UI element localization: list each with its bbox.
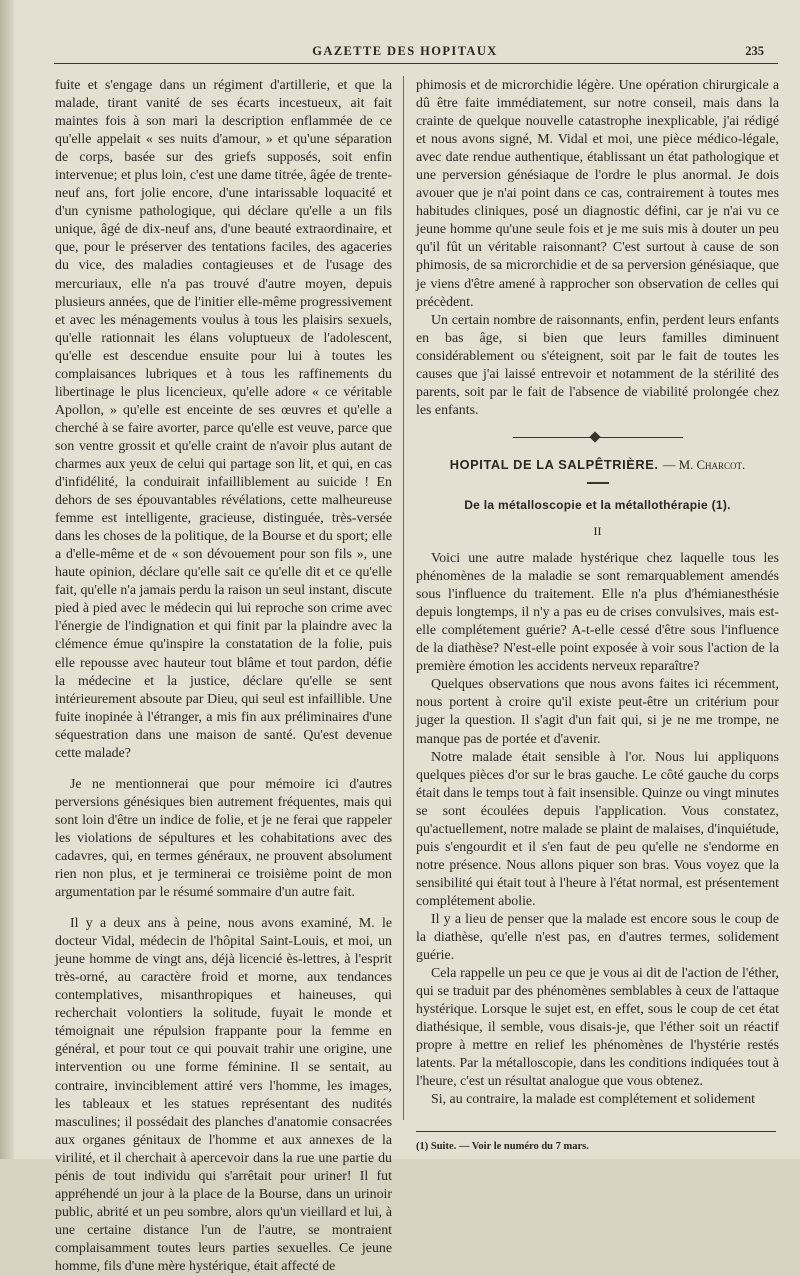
paragraph: phimosis et de microrchidie légère. Une opération chirurgicale a dû être faite immédiatement, sur notre conseil, mais dans la crainte de quelque nouvelle catastrophe inexplicable, j'ai rédigé et nous avons signé, M. Vidal et moi, une pièce médico-légale, avec date rendue authentique, établissant un état pathologique et une perversion génésiaque de l'ordre le plus anormal. Je dois avouer que je n'ai point dans ce cas, contrairement à toutes mes habitudes cliniques, posé un diagnostic défini, car je n'ai vu ce jeune homme qu'une seule fois et je me suis mis à douter un peu qu'il fût un véritable raisonnant? C'est surtout à cause de son phimosis, de sa microrchidie et de sa perversion génésiaque, que je viens d'être amené à rapprocher son observation de celles qui précèdent. xyxy=(416,78,779,310)
paragraph: Notre malade était sensible à l'or. Nous lui appliquons quelques pièces d'or sur le bras gauche. Le côté gauche du corps était dans le temps tout à fait insensible. Quinze ou vingt minutes se sont écoulées depuis l'application. Vous constatez, qu'actuellement, notre malade se plaint de malaises, d'inquiétude, puis s'engourdit et il s'en faut de peu qu'elle ne s'endorme en notre présence. Nous allons piquer son bras. Vous voyez que la sensibilité qui était tout à l'heure à l'état normal, est présentement complétement abolie. xyxy=(416,749,779,909)
section-title: HOPITAL DE LA SALPÊTRIÈRE. xyxy=(449,456,659,472)
page-header xyxy=(40,44,770,64)
journal-title: GAZETTE DES HOPITAUX xyxy=(312,44,498,58)
diamond-ornament-icon xyxy=(589,431,600,442)
right-column xyxy=(416,77,779,1109)
paragraph: Il y a lieu de penser que la malade est encore sous le coup de la diathèse, qu'elle n'est pas, en d'autres termes, solidement guérie. xyxy=(416,911,779,964)
section-heading xyxy=(416,456,779,474)
paragraph: Un certain nombre de raisonnants, enfin, perdent leurs enfants en bas âge, si bien que leurs familles diminuent considérablement ou s'éteignent, soit par le fait de toutes les causes que j'ai laissé entrevoir et notamment de la stérilité des parents, soit par le fait de l'absence de viabilité prolongée chez les enfants. xyxy=(416,312,779,418)
paragraph: Cela rappelle un peu ce que je vous ai dit de l'action de l'éther, qui se traduit par des phénomènes semblables à ceux de l'attaque hystérique. Lorsque le sujet est, en effet, sous le coup de cet état diathésique, il semble, vous disais-je, que l'éther soit un réactif propre à mettre en relief les phénomènes de l'hystérie restés latents. Par la métalloscopie, dans les conditions indiquées tout à l'heure, c'est un résultat analogue que vous obtenez. xyxy=(416,966,779,1090)
part-number: II xyxy=(593,523,602,538)
footnote: (1) Suite. — Voir le numéro du 7 mars. xyxy=(416,1141,589,1152)
footnote-rule xyxy=(416,1131,776,1132)
header-rule xyxy=(54,63,778,64)
paragraph: Voici une autre malade hystérique chez laquelle tous les phénomènes de la maladie se sont remarquablement amendés sous l'influence du traitement. Elle n'a plus d'hémianesthésie depuis longtemps, il n'y a pas eu de crises convulsives, mais est-elle complétement guérie? A-t-elle cessé d'être sous l'influence de la diathèse? N'est-elle point exposée à voir sous l'action de la première émotion les accidents nerveux reparaître? xyxy=(416,551,779,675)
heading-rule xyxy=(587,482,609,484)
paragraph: Je ne mentionnerai que pour mémoire ici d'autres perversions génésiques bien autrement fréquentes, mais qui sont loin d'être un indice de folie, et je ne ferai que rappeler les violations de sépultures et les cohabitations avec des cadavres, qui, en termes généraux, ne prouvent absolument rien non plus, et je terminerai ce troisième point de mon argumentation par le résumé sommaire d'un autre fait. xyxy=(55,776,392,901)
paragraph: Il y a deux ans à peine, nous avons examiné, M. le docteur Vidal, médecin de l'hôpital Saint-Louis, et moi, un jeune homme de vingt ans, déjà licencié ès-lettres, à l'esprit très-orné, au caractère froid et morne, aux tendances contemplatives, misanthropiques et haineuses, qui recherchait volontiers la solitude, fuyait le monde et témoignait une répulsion frappante pour la femme en général, et pour tout ce qui pouvait trahir une origine, une intervention ou une forme féminine. Il se sentait, au contraire, invinciblement attiré vers l'homme, les images, les tableaux et les statues représentant des nudités masculines; il possédait des planches d'anatomie consacrées aux organes génitaux de l'homme et aux annexes de la virilité, et il cherchait à apercevoir dans la rue une partie du pénis de tout individu qui s'arrêtait pour uriner! Il fut appréhendé un jour à la place de la Bourse, dans un urinoir public, abrité et un peu sombre, alors qu'un vieillard et lui, à une certaine distance l'un de l'autre, se montraient complaisamment toutes leurs parties sexuelles. Ce jeune homme, fils d'une mère hystérique, était affecté de xyxy=(55,916,392,1274)
paragraph: Si, au contraire, la malade est complétement et solidement xyxy=(431,1092,756,1108)
left-column xyxy=(55,77,392,1276)
page-number: 235 xyxy=(745,44,764,58)
section-separator-ornament xyxy=(513,432,683,442)
paragraph: Quelques observations que nous avons faites ici récemment, nous portent à croire qu'il existe peut-être un critérium pour juger la question. Il s'agit d'un fait qui, si je ne me trompe, ne manque pas de portée et d'avenir. xyxy=(416,677,779,747)
section-author: — M. Charcot. xyxy=(662,457,746,472)
article-subtitle: De la métalloscopie et la métallothérapie (1). xyxy=(464,497,731,512)
paragraph: fuite et s'engage dans un régiment d'artillerie, et que la malade, tirant vanité de ses écarts incestueux, ait fait maintes fois à son mari la description enflammée de ce qu'elle appelait « ses nuits d'amour, » et qu'une séparation de corps, basée sur des griefs supposés, soit enfin intervenue; et plus loin, c'est une dame titrée, âgée de trente-neuf ans, fort jolie encore, d'une intarissable loquacité et d'un cynisme pathologique, qui déclare qu'elle a un fils unique, âgé de dix-neuf ans, d'une beauté extraordinaire, et que, pour le préserver des tentations faciles, des agaceries du vice, des maladies contagieuses et de l'usage des mercuriaux, elle n'a pas trouvé d'autre moyen, depuis plusieurs années, que de l'initier elle-même progressivement et avec les ménagements voulus à tous les plaisirs sexuels, qu'elle rationnait les élans voluptueux de l'adolescent, qu'elle est descendue ensuite pour lui à toutes les complaisances lubriques et à tous les raffinements du libertinage le plus licencieux, qu'elle adore « ce véritable Apollon, » qu'elle est enceinte de ses œuvres et qu'elle a cherché à se faire avorter, parce qu'elle est veuve, parce que son ventre grossit et qu'elle craint de n'avoir plus autant de charmes aux yeux de celui qui partage son lit, et qui, en cas d'infidélité, la conduirait infailliblement au suicide ! En dehors de ses épouvantables révélations, cette malheureuse femme est intelligente, gracieuse, distinguée, très-versée dans les choses de la politique, de la Bourse et du sport; elle a d'elle-même et de « son dévouement pour son fils », une haute opinion, déclare qu'elle sait ce qu'elle dit et ce qu'elle fait, qu'elle n'a jamais perdu la raison un seul instant, discute pied à pied avec le médecin qui lui reproche son crime avec l'énergie de l'indignation et qui finit par la plaindre avec la clémence émue qu'inspire la constatation de la folie, puis elle repousse avec hauteur tout blâme et tout pardon, défie la médecine et la justice, déclare qu'elle se sent intérieurement absoute par Dieu, qui seul est infaillible. Une fuite inopinée à l'étranger, a mis fin aux préliminaires d'une séquestration dans une maison de santé. Qu'est devenue cette malade? xyxy=(55,78,392,761)
column-divider xyxy=(403,76,404,1120)
